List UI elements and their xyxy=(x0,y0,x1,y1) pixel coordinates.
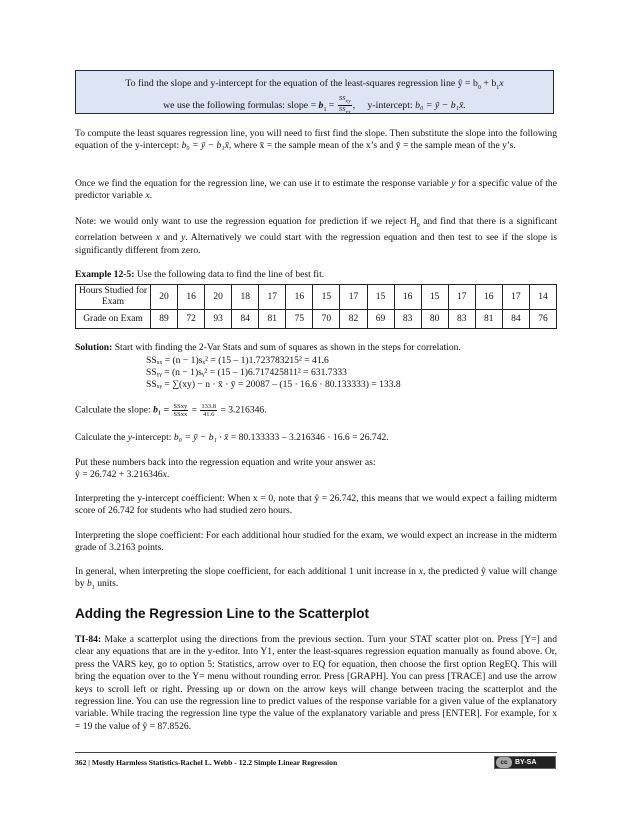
general-interpretation: In general, when interpreting the slope coefficient, for each additional 1 unit increase in x, the predicted ŷ value will change by $b_1$ units. xyxy=(75,566,557,592)
paragraph-note: Note: we would only want to use the regression equation for prediction if we reject $H_0$ and find that there is a significant correlation between x and y. Alternatively we could start with the regression equation and then test to see if the slope is significantly different from zero. xyxy=(75,216,557,256)
intercept-calculation: Calculate the y-intercept: b₀ = ȳ − b₁ · x̄ = 80.133333 – 3.216346 · 16.6 = 26.742. xyxy=(75,432,389,443)
paragraph-slope-intro: To compute the least squares regression line, you will need to first find the slope. Then substitute the slope into the following equation of the y-intercept: b₀ = ȳ − b₁x̄, where x̄ = the sample mean of the x’s and ȳ = the sample mean of the y’s. xyxy=(75,128,557,152)
section-heading: Adding the Regression Line to the Scatterplot xyxy=(75,606,370,621)
table-row-hours: Hours Studied for Exam 20 16 20 18 17 16 15 17 15 16 15 17 16 17 14 xyxy=(76,285,557,310)
solution-intro: Solution: Start with finding the 2-Var Stats and sum of squares as shown in the steps for correlation. xyxy=(75,342,461,353)
ssyy-line: SSᵧᵧ = (n − 1)sᵧ² = (15 – 1)6.717425811² = 631.7333 xyxy=(146,367,347,378)
cc-license-badge[interactable] xyxy=(494,756,556,769)
interpret-intercept: Interpreting the y-intercept coefficient: When x = 0, note that ŷ = 26.742, this means that we would expect a failing midterm score of 26.742 for students who had studied zero hours. xyxy=(75,493,557,517)
ssxy-line: SSₓᵧ = ∑(xy) − n · x̄ · ȳ = 20087 – (15 · 16.6 · 80.133333) = 133.8 xyxy=(146,379,401,390)
example-heading: Example 12-5: Use the following data to find the line of best fit. xyxy=(75,269,325,280)
formula-box xyxy=(75,70,554,114)
regression-equation: Put these numbers back into the regression equation and write your answer as: ŷ = 26.742 + 3.216346x. xyxy=(75,457,376,481)
page-footer: 362 | Mostly Harmless Statistics-Rachel L. Webb - 12.2 Simple Linear Regression xyxy=(75,758,338,767)
data-table xyxy=(75,284,557,329)
ti84-instructions: TI-84: Make a scatterplot using the directions from the previous section. Turn your STAT scatter plot on. Press [Y=] and clear any equations that are in the y-editor. Into Y1, enter the least-squares regression equation manually as found above. Or, press the VARS key, go to option 5: Statistics, arrow over to EQ for equation, then choose the first option RegEQ. This will bring the equation over to the Y= menu without rounding error. Press [GRAPH]. You can press [TRACE] and use the arrow keys to scroll left or right. Pressing up or down on the arrow keys will change between tracing the scatterplot and the regression line. You can use the regression line to predict values of the response variable for a given value of the explanatory variable. While tracing the regression line type the value of the explanatory variable and press [ENTER]. For example, for x = 19 the value of ŷ = 87.8526. xyxy=(75,634,557,732)
ssxx-line: SSₓₓ = (n − 1)sₓ² = (15 – 1)1.723783215² = 41.6 xyxy=(146,355,329,366)
formula-line-1: To find the slope and y-intercept for the equation of the least-squares regression line ŷ = $b_0 + b_1x$ xyxy=(125,78,504,91)
interpret-slope: Interpreting the slope coefficient: For each additional hour studied for the exam, we would expect an increase in the midterm grade of 3.2163 points. xyxy=(75,530,557,554)
paragraph-estimate: Once we find the equation for the regression line, we can use it to estimate the response variable y for a specific value of the predictor variable x. xyxy=(75,178,557,202)
license-label: BY-SA xyxy=(515,759,537,766)
row-header-grade: Grade on Exam xyxy=(76,310,151,329)
cc-icon: cc xyxy=(496,757,512,768)
slope-calculation: Calculate the slope: b₁ = $\frac{\text{SSxy}}{\text{SSxx}}$ = $\frac{133.8}{41.6}$ = 3.216346. xyxy=(75,403,267,418)
slope-fraction: $\frac{SS_{xy}}{SS_{xx}}$ xyxy=(338,94,351,116)
row-header-hours: Hours Studied for Exam xyxy=(76,285,151,310)
table-row-grade: Grade on Exam 89 72 93 84 81 75 70 82 69 83 80 83 81 84 76 xyxy=(76,310,557,329)
footer-divider xyxy=(75,752,557,753)
formula-line-2: we use the following formulas: slope = $b_1$ = $\frac{SS_{xy}}{SS_{xx}}$ , y-intercept: b₀ = ȳ − b₁x̄. xyxy=(163,94,466,116)
